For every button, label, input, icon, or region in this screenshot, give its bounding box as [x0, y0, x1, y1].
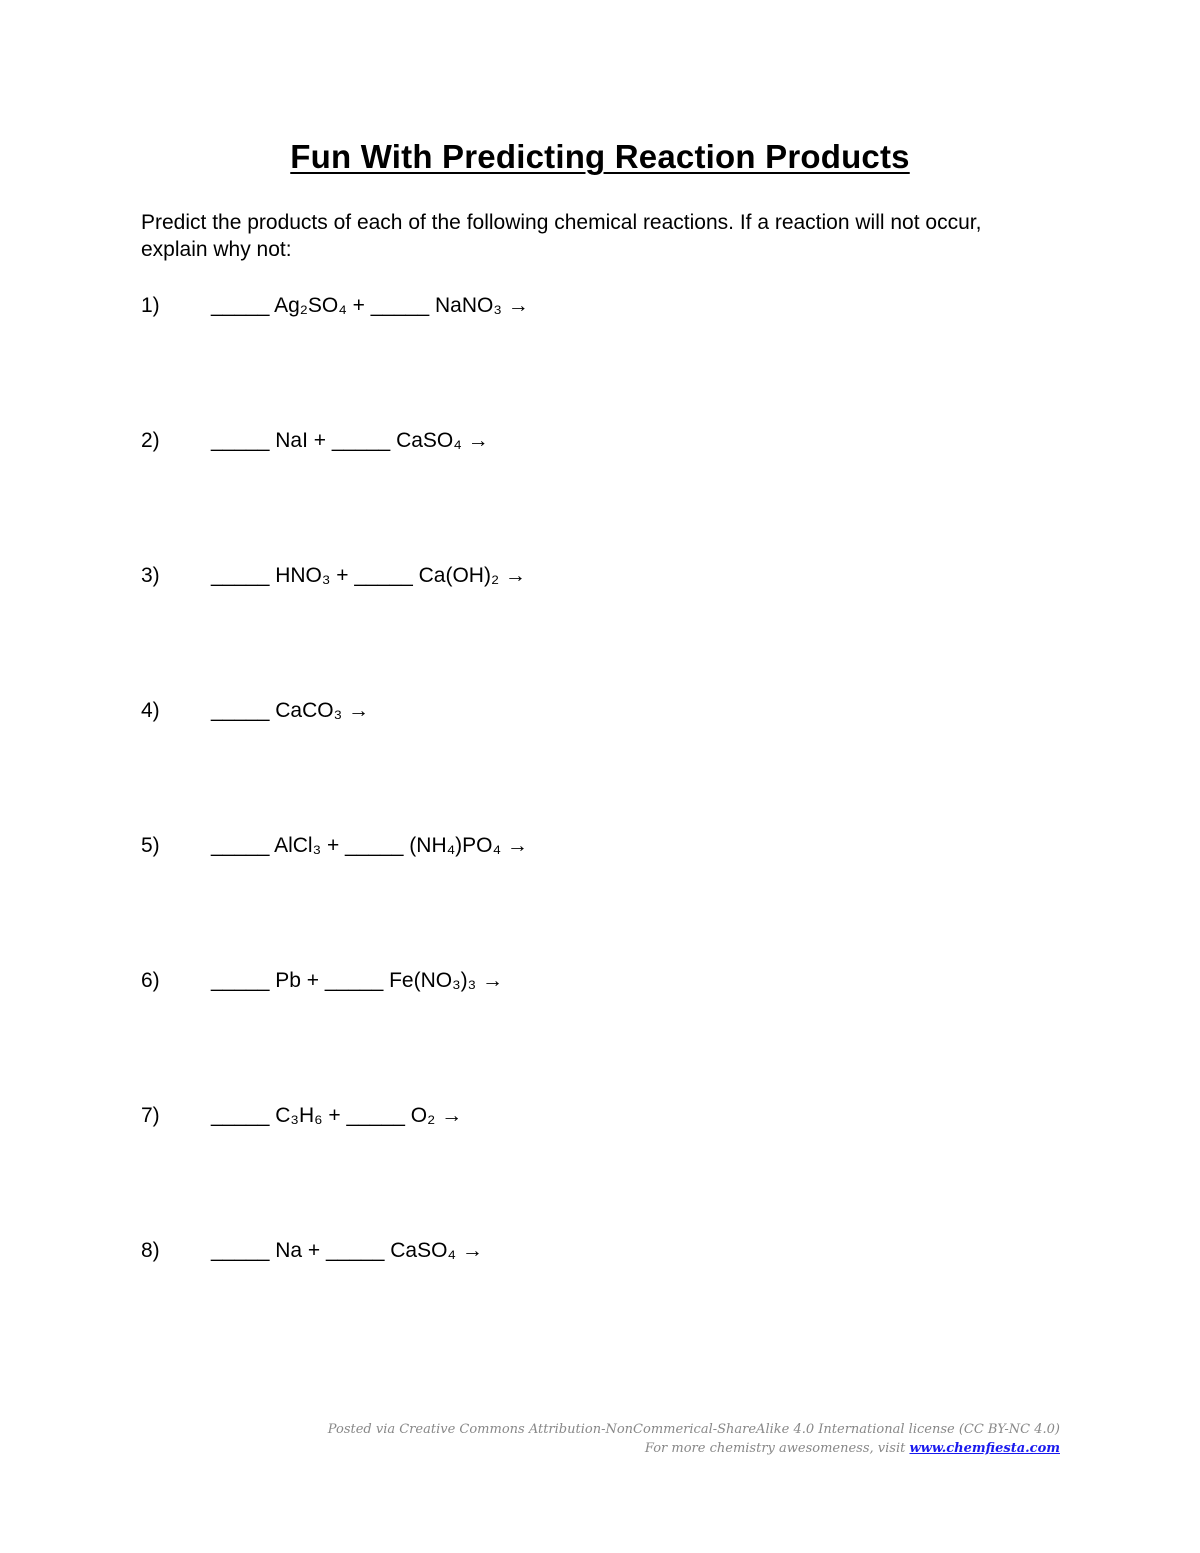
problem-item: [141, 832, 528, 860]
problem-number: 2): [141, 429, 160, 452]
problem-item: [141, 697, 369, 725]
problem-item: [141, 967, 503, 995]
visit-line: [328, 1439, 1060, 1458]
problem-item: [141, 562, 526, 590]
problem-number: 8): [141, 1239, 160, 1262]
footer: [328, 1420, 1060, 1458]
visit-text: For more chemistry awesomeness, visit: [644, 1441, 910, 1456]
problem-item: [141, 292, 529, 320]
problem-item: [141, 427, 489, 455]
problem-equation: _____ Ag₂SO₄ + _____ NaNO₃ →: [211, 294, 529, 317]
problem-item: [141, 1237, 483, 1265]
problem-number: 1): [141, 294, 160, 317]
problem-equation: _____ Pb + _____ Fe(NO₃)₃ →: [211, 969, 504, 992]
problem-equation: _____ Na + _____ CaSO₄ →: [211, 1239, 483, 1262]
problem-equation: _____ NaI + _____ CaSO₄ →: [211, 429, 489, 452]
problem-equation: _____ AlCl₃ + _____ (NH₄)PO₄ →: [211, 834, 528, 857]
problem-equation: _____ C₃H₆ + _____ O₂ →: [211, 1104, 463, 1127]
page-title: Fun With Predicting Reaction Products: [290, 138, 910, 175]
problem-number: 5): [141, 834, 160, 857]
problem-number: 3): [141, 564, 160, 587]
problem-item: [141, 1102, 462, 1130]
problem-equation: _____ CaCO₃ →: [211, 699, 369, 722]
instructions: Predict the products of each of the following chemical reactions. If a reaction will not occur, explain why not:: [141, 211, 982, 261]
problem-number: 6): [141, 969, 160, 992]
problem-number: 4): [141, 699, 160, 722]
problem-equation: _____ HNO₃ + _____ Ca(OH)₂ →: [211, 564, 526, 587]
chemfiesta-link[interactable]: www.chemfiesta.com: [909, 1441, 1060, 1456]
license-line: Posted via Creative Commons Attribution-NonCommerical-ShareAlike 4.0 International license (CC BY-NC 4.0): [327, 1422, 1060, 1437]
problem-number: 7): [141, 1104, 160, 1127]
